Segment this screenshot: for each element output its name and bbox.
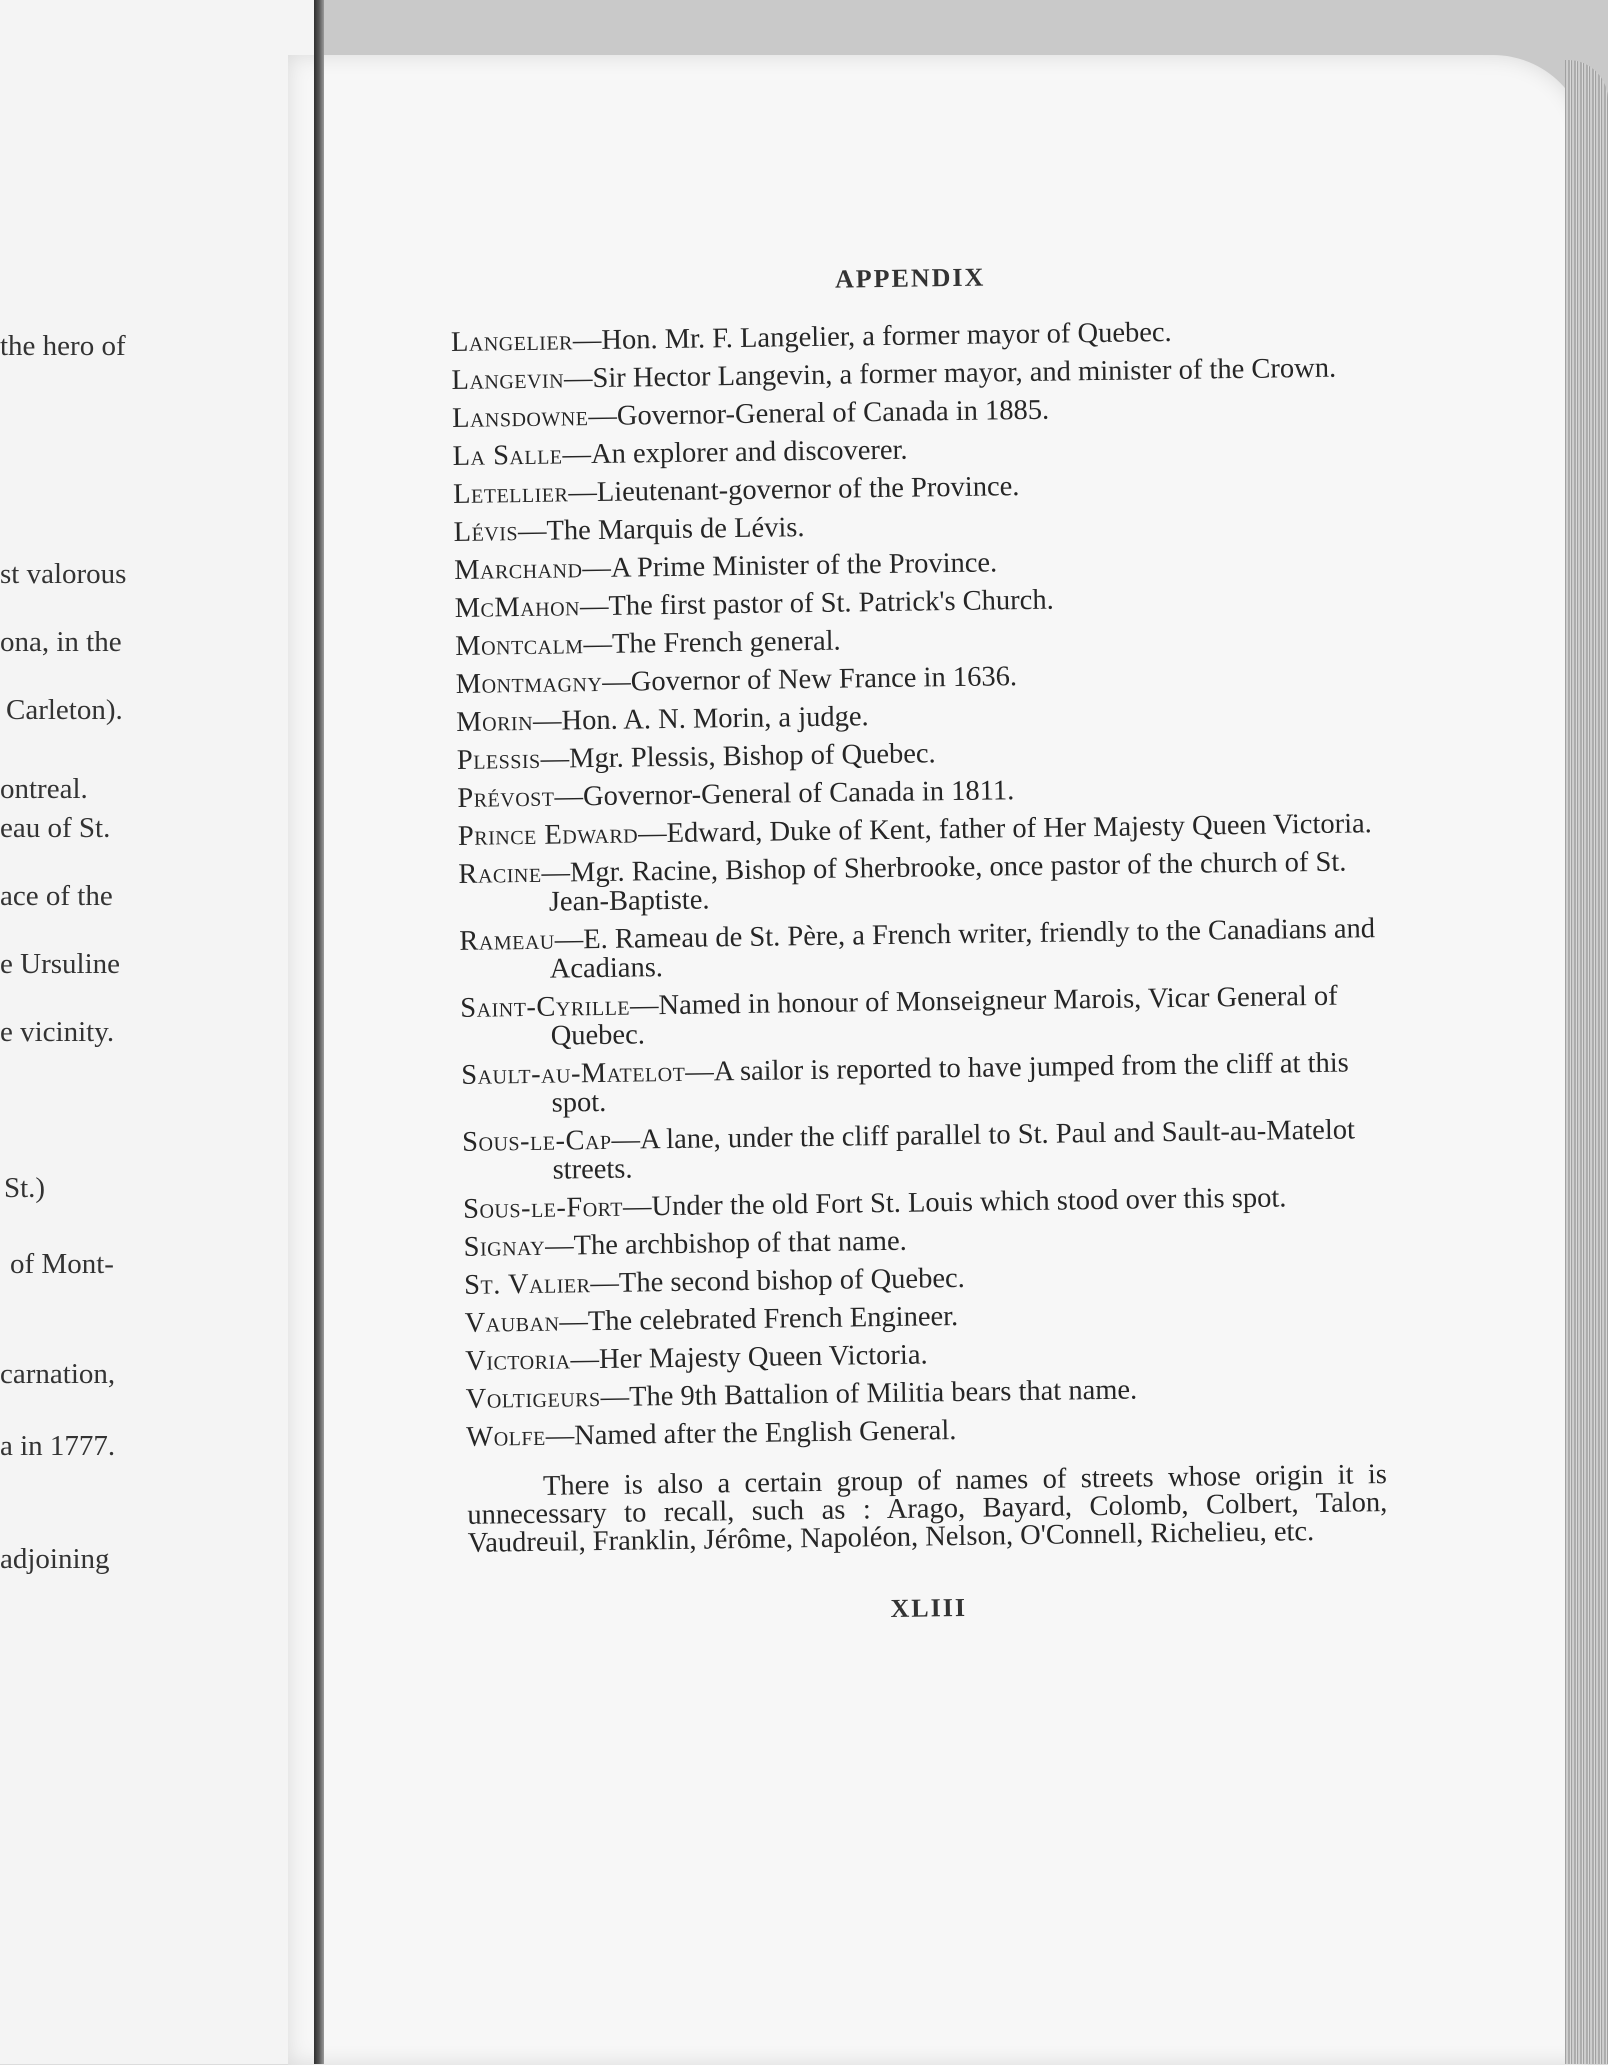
street-name-list bbox=[451, 315, 1387, 1452]
street-name: Voltigeurs bbox=[465, 1382, 601, 1415]
street-description: —E. Rameau de St. Père, a French writer, friendly to the Canadians and Acadians. bbox=[549, 913, 1376, 985]
left-page-line: ace of the bbox=[0, 880, 113, 912]
street-name: Sous-le-Cap bbox=[461, 1124, 612, 1158]
street-description: —Her Majesty Queen Victoria. bbox=[570, 1339, 928, 1376]
street-name: Victoria bbox=[465, 1344, 571, 1377]
list-item bbox=[458, 809, 1378, 851]
left-page-line: e vicinity. bbox=[0, 1016, 115, 1048]
street-description: —An explorer and discoverer. bbox=[562, 434, 908, 471]
street-description: —Governor-General of Canada in 1811. bbox=[554, 775, 1015, 813]
street-name: St. Valier bbox=[463, 1268, 591, 1301]
street-name: La Salle bbox=[452, 439, 563, 472]
left-page-line: eau of St. bbox=[0, 812, 111, 844]
street-name: Rameau bbox=[459, 924, 555, 957]
left-page-line: ona, in the bbox=[0, 626, 122, 658]
street-name: Montmagny bbox=[455, 666, 603, 700]
book-gutter bbox=[314, 0, 324, 2064]
street-name: Wolfe bbox=[466, 1420, 546, 1453]
list-item bbox=[466, 1372, 1386, 1414]
appendix-content bbox=[450, 257, 1389, 1630]
left-page-line: carnation, bbox=[0, 1358, 116, 1390]
list-item bbox=[466, 1410, 1386, 1452]
left-page-line: e Ursuline bbox=[0, 948, 120, 980]
list-item bbox=[453, 505, 1373, 547]
list-item bbox=[460, 981, 1381, 1052]
street-name: Sous-le-Fort bbox=[462, 1191, 624, 1225]
left-page-line: a in 1777. bbox=[0, 1430, 116, 1462]
street-name: Langelier bbox=[450, 325, 574, 358]
page-edges bbox=[1565, 60, 1608, 2064]
street-name: Prince Edward bbox=[457, 818, 639, 852]
list-item bbox=[457, 771, 1377, 813]
street-description: —Mgr. Plessis, Bishop of Quebec. bbox=[540, 738, 936, 775]
street-name: Saint-Cyrille bbox=[460, 990, 631, 1024]
street-description: —Hon. A. N. Morin, a judge. bbox=[532, 701, 869, 737]
left-page-line: the hero of bbox=[0, 330, 126, 362]
list-item bbox=[457, 733, 1377, 775]
list-item bbox=[458, 847, 1379, 918]
street-description: —A sailor is reported to have jumped from the cliff at this spot. bbox=[551, 1047, 1350, 1119]
list-item bbox=[464, 1258, 1384, 1300]
street-description: —Under the old Fort St. Louis which stood over this spot. bbox=[622, 1182, 1287, 1223]
street-description: —Named in honour of Monseigneur Marois, Vicar General of Quebec. bbox=[550, 980, 1338, 1052]
list-item bbox=[454, 543, 1374, 585]
left-page-line: adjoining bbox=[0, 1543, 110, 1575]
street-description: —The celebrated French Engineer. bbox=[559, 1301, 959, 1338]
list-item bbox=[451, 315, 1371, 357]
street-description: —Named after the English General. bbox=[545, 1415, 957, 1452]
list-item bbox=[461, 1048, 1382, 1119]
list-item bbox=[453, 467, 1373, 509]
street-description: —Governor-General of Canada in 1885. bbox=[588, 394, 1050, 433]
street-description: —Hon. Mr. F. Langelier, a former mayor of Quebec. bbox=[572, 316, 1172, 357]
street-name: Signay bbox=[463, 1230, 546, 1263]
list-item bbox=[459, 914, 1380, 985]
street-name: Racine bbox=[458, 857, 542, 890]
street-description: —Mgr. Racine, Bishop of Sherbrooke, once pastor of the church of St. Jean-Baptiste. bbox=[541, 846, 1347, 918]
list-item bbox=[463, 1220, 1383, 1262]
list-item bbox=[456, 657, 1376, 699]
street-description: —The 9th Battalion of Militia bears that name. bbox=[600, 1374, 1138, 1414]
list-item bbox=[462, 1115, 1383, 1186]
left-page-line: Carleton). bbox=[6, 694, 123, 726]
street-name: Sault-au-Matelot bbox=[461, 1056, 686, 1091]
list-item bbox=[451, 353, 1371, 395]
closing-paragraph: There is also a certain group of names of streets whose origin it is unnecessary to recall, such as : Arago, Bayard, Colomb, Colbert, Talon, Vaudreuil, Franklin, Jérôme, Napoléon, Nelson, O'Connell, Richelieu, etc. bbox=[467, 1459, 1388, 1559]
street-name: Vauban bbox=[464, 1306, 560, 1339]
street-name: Prévost bbox=[457, 781, 555, 814]
street-description: —The first pastor of St. Patrick's Church. bbox=[579, 584, 1054, 623]
street-name: Langevin bbox=[451, 363, 565, 396]
list-item bbox=[456, 695, 1376, 737]
street-description: —The Marquis de Lévis. bbox=[517, 512, 805, 548]
street-description: —A Prime Minister of the Province. bbox=[582, 547, 998, 585]
left-page-line: ontreal. bbox=[0, 773, 88, 805]
street-name: Morin bbox=[456, 705, 534, 738]
street-description: —Edward, Duke of Kent, father of Her Majesty Queen Victoria. bbox=[637, 808, 1373, 850]
page-title: APPENDIX bbox=[834, 262, 986, 294]
left-page-line: of Mont- bbox=[10, 1248, 114, 1280]
street-name: Marchand bbox=[453, 553, 583, 586]
street-description: —Governor of New France in 1636. bbox=[602, 661, 1018, 698]
list-item bbox=[452, 391, 1372, 433]
street-description: —The French general. bbox=[583, 625, 841, 661]
page-number: XLIII bbox=[890, 1592, 968, 1623]
street-description: —The archbishop of that name. bbox=[544, 1225, 907, 1262]
list-item bbox=[455, 581, 1375, 623]
street-description: —Lieutenant-governor of the Province. bbox=[568, 471, 1020, 509]
left-page bbox=[0, 0, 318, 2064]
list-item bbox=[452, 429, 1372, 471]
street-description: —The second bishop of Quebec. bbox=[590, 1262, 965, 1300]
street-name: McMahon bbox=[454, 591, 581, 624]
list-item bbox=[463, 1182, 1383, 1224]
list-item bbox=[455, 619, 1375, 661]
street-description: —Sir Hector Langevin, a former mayor, and minister of the Crown. bbox=[563, 352, 1337, 395]
street-name: Montcalm bbox=[455, 629, 584, 662]
street-description: —A lane, under the cliff parallel to St. Paul and Sault-au-Matelot streets. bbox=[552, 1114, 1356, 1186]
list-item bbox=[465, 1334, 1385, 1376]
list-item bbox=[465, 1296, 1385, 1338]
street-name: Lévis bbox=[453, 516, 519, 548]
street-name: Letellier bbox=[452, 477, 569, 510]
street-name: Lansdowne bbox=[451, 401, 589, 434]
left-page-line: st valorous bbox=[0, 558, 127, 590]
left-page-line: St.) bbox=[4, 1172, 46, 1204]
street-name: Plessis bbox=[456, 743, 541, 776]
